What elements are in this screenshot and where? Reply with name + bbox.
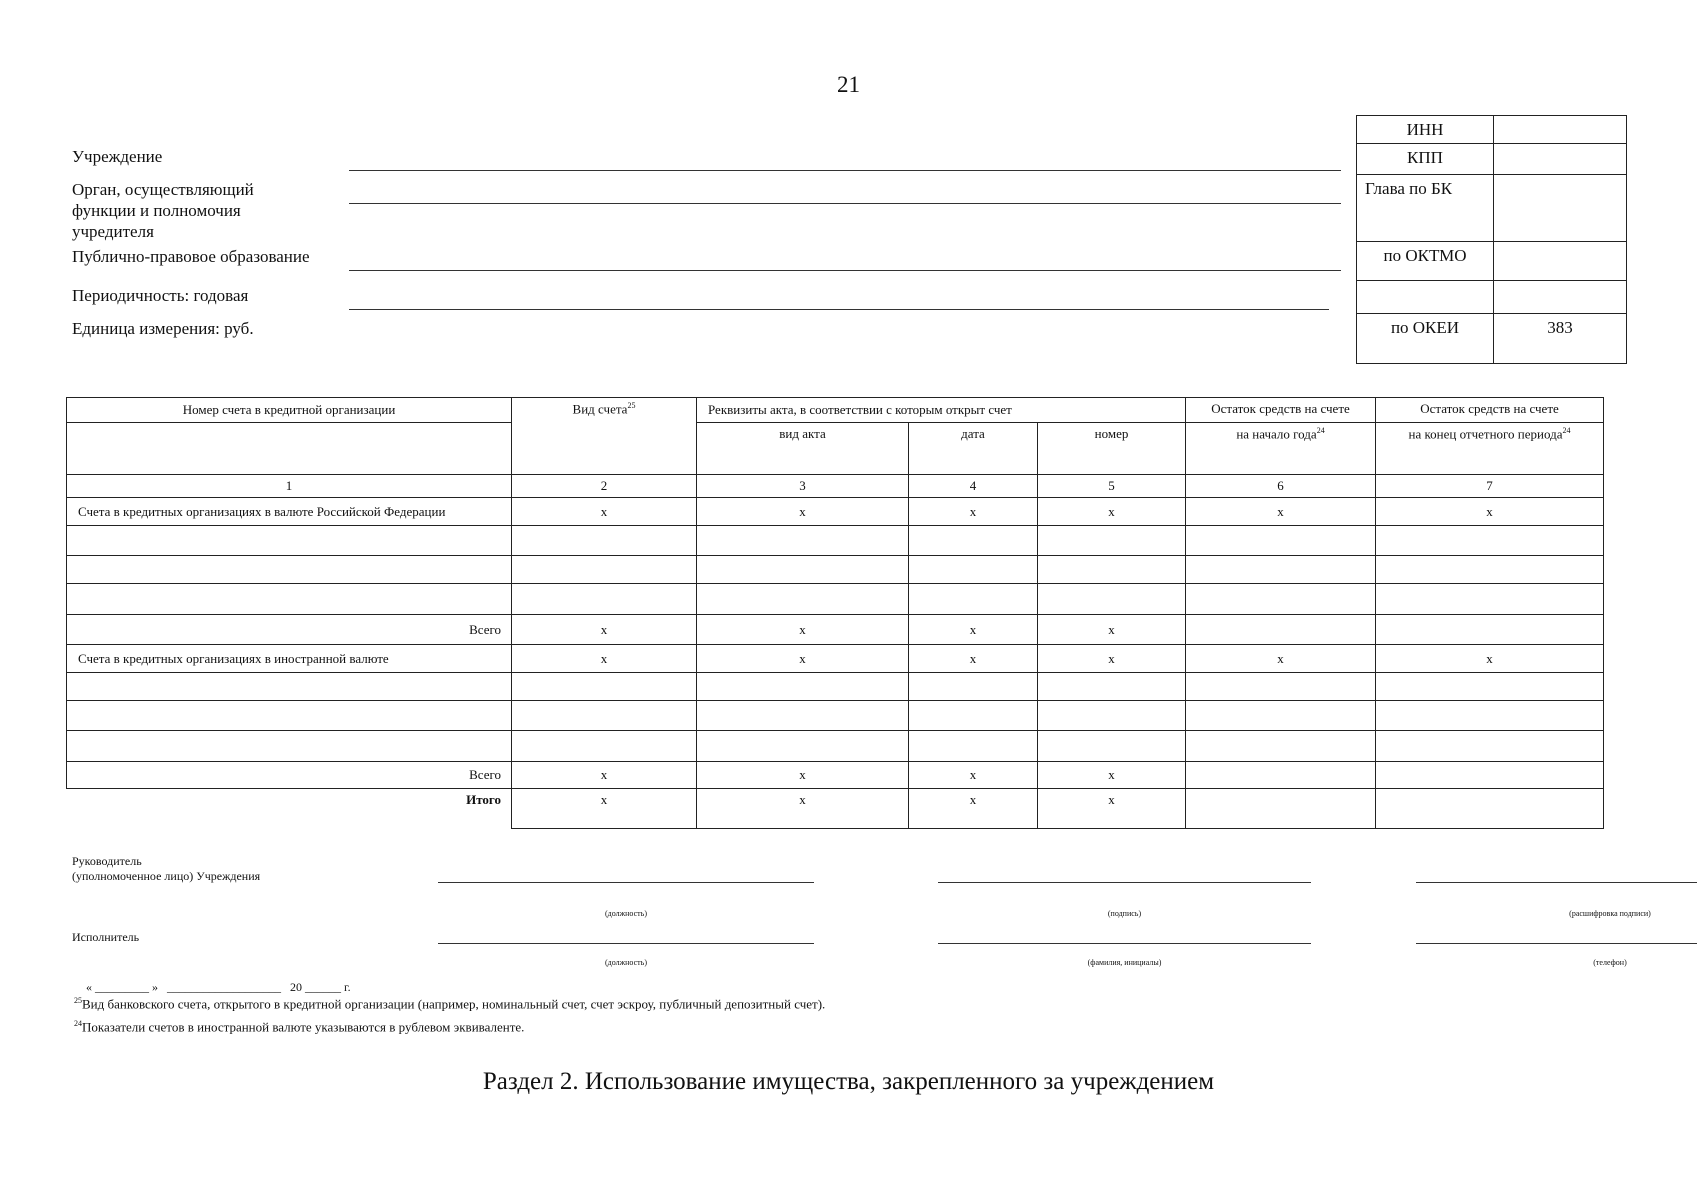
rub-section-label: Счета в кредитных организациях в валюте Российской Федерации xyxy=(67,498,512,526)
x-cell: x xyxy=(697,615,909,645)
table-cell[interactable] xyxy=(1376,789,1604,829)
table-cell[interactable] xyxy=(1186,584,1376,615)
table-cell[interactable] xyxy=(909,526,1038,556)
table-cell[interactable] xyxy=(67,673,512,701)
table-cell[interactable] xyxy=(1186,556,1376,584)
col-header-end-balance: Остаток средств на счете xyxy=(1376,398,1604,423)
public-entity-field-line[interactable] xyxy=(349,270,1341,271)
footnote xyxy=(74,1019,524,1035)
unit-label: Единица измерения: руб. xyxy=(72,319,254,338)
footnote-ref: 25 xyxy=(627,401,636,410)
table-cell[interactable] xyxy=(697,731,909,762)
x-cell: x xyxy=(697,498,909,526)
column-number: 7 xyxy=(1376,475,1604,498)
periodicity-label: Периодичность: годовая xyxy=(72,286,249,305)
accounts-table xyxy=(66,397,1604,829)
x-cell: x xyxy=(909,645,1038,673)
table-cell[interactable] xyxy=(1186,762,1376,789)
code-key: по ОКЕИ xyxy=(1357,314,1494,364)
col-header-account-type-text: Вид счета xyxy=(572,401,628,417)
column-number: 4 xyxy=(909,475,1038,498)
table-cell[interactable] xyxy=(1376,762,1604,789)
executor-position-line[interactable] xyxy=(438,943,814,944)
code-key xyxy=(1357,281,1494,314)
institution-field-line[interactable] xyxy=(349,170,1341,171)
public-entity-label: Публично-правовое образование xyxy=(72,247,310,266)
table-cell[interactable] xyxy=(1038,731,1186,762)
col-header-act-type: вид акта xyxy=(697,423,909,475)
page-number: 21 xyxy=(837,72,860,97)
col-header-end-balance-2 xyxy=(1376,423,1604,475)
code-key: по ОКТМО xyxy=(1357,242,1494,281)
footnote-text: Вид банковского счета, открытого в кредитной организации (например, номинальный счет, счет эскроу, публичный депозитный счет). xyxy=(82,996,826,1012)
footnote xyxy=(74,996,825,1012)
table-row xyxy=(67,673,1604,701)
col-header-account-number: Номер счета в кредитной организации xyxy=(67,398,512,423)
table-cell[interactable] xyxy=(1038,673,1186,701)
col-header-start-balance-2 xyxy=(1186,423,1376,475)
table-cell[interactable] xyxy=(67,556,512,584)
x-cell: x xyxy=(909,498,1038,526)
okei-value[interactable]: 383 xyxy=(1494,314,1627,364)
table-cell[interactable] xyxy=(1186,701,1376,731)
col-header-end-balance-text: на конец отчетного периода xyxy=(1408,426,1563,442)
x-cell: x xyxy=(909,762,1038,789)
table-cell[interactable] xyxy=(512,526,697,556)
table-cell[interactable] xyxy=(909,731,1038,762)
table-cell[interactable] xyxy=(909,556,1038,584)
table-cell[interactable] xyxy=(1376,615,1604,645)
institution-label: Учреждение xyxy=(72,147,163,166)
head-label-line: Руководитель xyxy=(72,854,142,868)
table-row xyxy=(67,526,1604,556)
footnote-ref: 24 xyxy=(1562,426,1571,435)
head-label xyxy=(72,854,260,884)
founder-label-line: учредителя xyxy=(72,222,154,241)
x-cell: x xyxy=(1186,645,1376,673)
head-decoding-line[interactable] xyxy=(1416,882,1697,883)
table-cell[interactable] xyxy=(67,731,512,762)
table-cell[interactable] xyxy=(697,673,909,701)
executor-name-line[interactable] xyxy=(938,943,1311,944)
founder-label-line: функции и полномочия xyxy=(72,201,241,220)
x-cell: x xyxy=(1038,789,1186,829)
column-number: 3 xyxy=(697,475,909,498)
table-cell[interactable] xyxy=(1376,701,1604,731)
head-signature-line[interactable] xyxy=(938,882,1311,883)
inn-value[interactable] xyxy=(1494,116,1627,144)
name-caption: (фамилия, инициалы) xyxy=(1087,958,1162,967)
rub-total-row xyxy=(67,615,1604,645)
executor-phone-line[interactable] xyxy=(1416,943,1697,944)
footnote-text: Показатели счетов в иностранной валюте указываются в рублевом эквиваленте. xyxy=(82,1019,525,1035)
rub-section-row xyxy=(67,498,1604,526)
table-cell[interactable] xyxy=(1376,731,1604,762)
x-cell: x xyxy=(512,762,697,789)
footnote-mark: 24 xyxy=(74,1019,82,1028)
table-cell[interactable] xyxy=(909,701,1038,731)
table-cell[interactable] xyxy=(1038,556,1186,584)
column-number: 1 xyxy=(67,475,512,498)
grand-total-label: Итого xyxy=(466,792,501,807)
col-header-act-details: Реквизиты акта, в соответствии с которым открыт счет xyxy=(697,398,1186,423)
founder-label xyxy=(72,179,254,242)
col-header-date: дата xyxy=(909,423,1038,475)
col-header-start-balance: Остаток средств на счете xyxy=(1186,398,1376,423)
foreign-section-row xyxy=(67,645,1604,673)
executor-label: Исполнитель xyxy=(72,930,140,944)
position-caption: (должность) xyxy=(605,958,647,967)
x-cell: x xyxy=(1376,645,1604,673)
table-row xyxy=(67,701,1604,731)
table-cell[interactable] xyxy=(1038,526,1186,556)
position-caption: (должность) xyxy=(605,909,647,918)
table-cell[interactable] xyxy=(512,584,697,615)
table-cell[interactable] xyxy=(697,556,909,584)
foreign-section-label: Счета в кредитных организациях в иностранной валюте xyxy=(67,645,512,673)
x-cell: x xyxy=(1038,615,1186,645)
col-header-start-balance-text: на начало года xyxy=(1236,426,1317,442)
signature-caption: (подпись) xyxy=(1107,909,1142,918)
oktmo-value[interactable] xyxy=(1494,242,1627,281)
table-cell[interactable] xyxy=(909,584,1038,615)
footnote-ref: 24 xyxy=(1316,426,1325,435)
table-row xyxy=(67,731,1604,762)
table-cell[interactable] xyxy=(1186,615,1376,645)
table-cell[interactable] xyxy=(1376,556,1604,584)
table-cell[interactable] xyxy=(67,701,512,731)
section-title: Раздел 2. Использование имущества, закрепленного за учреждением xyxy=(482,1068,1215,1095)
table-cell[interactable] xyxy=(1186,731,1376,762)
x-cell: x xyxy=(1376,498,1604,526)
foreign-total-row xyxy=(67,762,1604,789)
column-number: 6 xyxy=(1186,475,1376,498)
code-key: Глава по БК xyxy=(1357,175,1494,242)
periodicity-code-value[interactable] xyxy=(1494,281,1627,314)
x-cell: x xyxy=(909,615,1038,645)
table-cell[interactable] xyxy=(697,584,909,615)
table-cell[interactable] xyxy=(512,556,697,584)
table-row xyxy=(67,584,1604,615)
x-cell: x xyxy=(1038,762,1186,789)
code-key: ИНН xyxy=(1357,116,1494,144)
total-label: Всего xyxy=(67,762,512,789)
table-cell[interactable] xyxy=(512,673,697,701)
x-cell: x xyxy=(697,789,909,829)
table-cell[interactable] xyxy=(1186,789,1376,829)
decoding-caption: (расшифровка подписи) xyxy=(1569,909,1651,918)
table-cell[interactable] xyxy=(909,673,1038,701)
table-cell[interactable] xyxy=(1038,701,1186,731)
phone-caption: (телефон) xyxy=(1593,958,1627,967)
table-cell[interactable] xyxy=(512,731,697,762)
grand-total-row xyxy=(67,789,1604,829)
x-cell: x xyxy=(697,762,909,789)
table-row xyxy=(67,556,1604,584)
x-cell: x xyxy=(512,498,697,526)
table-cell[interactable] xyxy=(67,526,512,556)
table-cell[interactable] xyxy=(697,526,909,556)
founder-label-line: Орган, осуществляющий xyxy=(72,180,254,199)
table-cell[interactable] xyxy=(697,701,909,731)
header-empty-cell xyxy=(67,423,512,475)
x-cell: x xyxy=(512,789,697,829)
head-label-line: (уполномоченное лицо) Учреждения xyxy=(72,869,261,883)
column-number: 2 xyxy=(512,475,697,498)
founder-field-line[interactable] xyxy=(349,203,1341,204)
table-cell[interactable] xyxy=(1186,673,1376,701)
table-cell[interactable] xyxy=(1376,673,1604,701)
total-label: Всего xyxy=(67,615,512,645)
x-cell: x xyxy=(1186,498,1376,526)
date-line[interactable]: « _________ » ___________________ 20 ______ г. xyxy=(86,980,351,994)
col-header-number: номер xyxy=(1038,423,1186,475)
x-cell: x xyxy=(697,645,909,673)
x-cell: x xyxy=(1038,498,1186,526)
col-header-account-type xyxy=(512,398,697,475)
table-cell[interactable] xyxy=(1376,584,1604,615)
x-cell: x xyxy=(909,789,1038,829)
x-cell: x xyxy=(512,615,697,645)
head-position-line[interactable] xyxy=(438,882,814,883)
x-cell: x xyxy=(512,645,697,673)
table-cell[interactable] xyxy=(1376,526,1604,556)
footnote-mark: 25 xyxy=(74,996,82,1005)
column-numbers-row xyxy=(67,475,1604,498)
table-cell[interactable] xyxy=(512,701,697,731)
x-cell: x xyxy=(1038,645,1186,673)
periodicity-field-line[interactable] xyxy=(349,309,1329,310)
code-key: КПП xyxy=(1357,144,1494,175)
codes-table xyxy=(1356,115,1627,364)
kpp-value[interactable] xyxy=(1494,144,1627,175)
column-number: 5 xyxy=(1038,475,1186,498)
table-cell[interactable] xyxy=(1038,584,1186,615)
table-cell[interactable] xyxy=(67,584,512,615)
budget-chapter-value[interactable] xyxy=(1494,175,1627,242)
table-cell[interactable] xyxy=(1186,526,1376,556)
